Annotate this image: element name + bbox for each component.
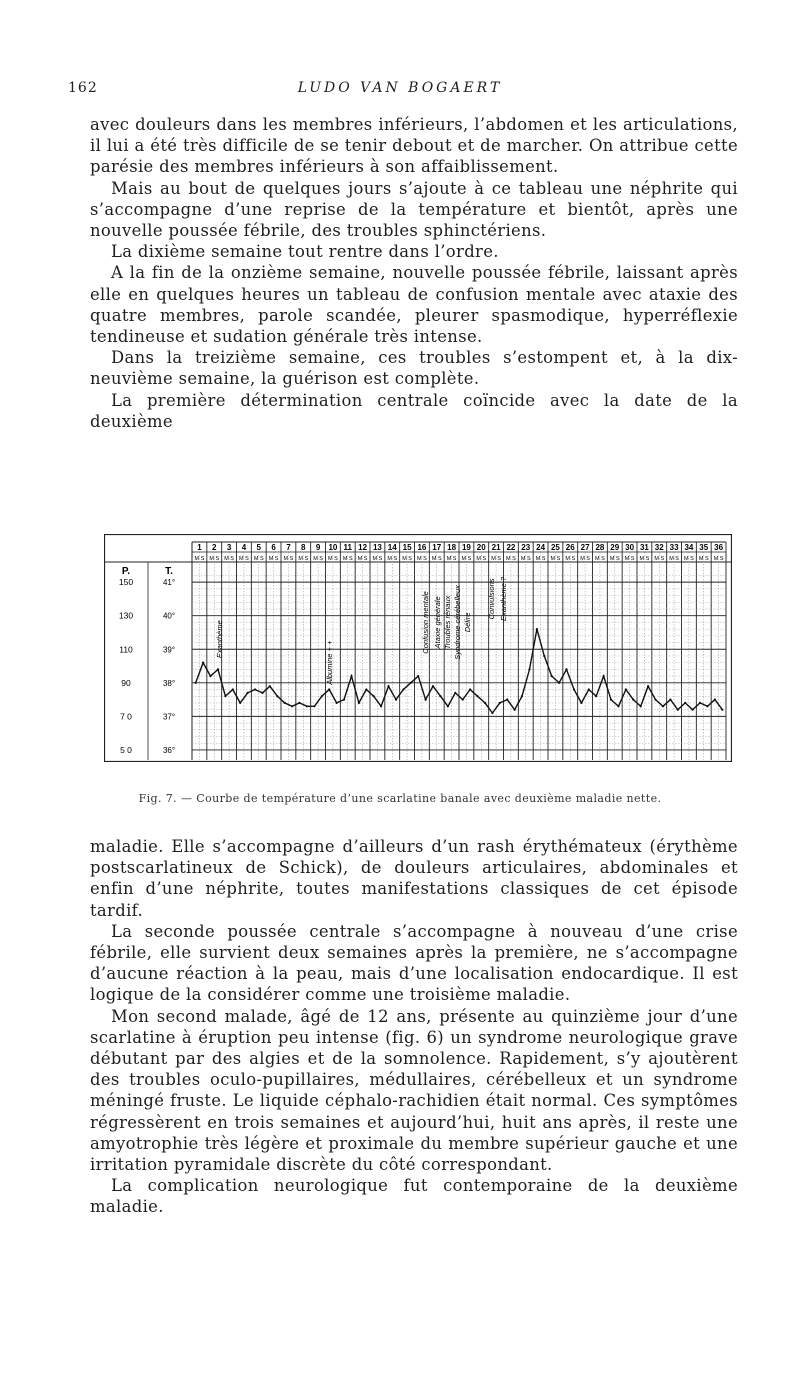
temperature-point: [580, 702, 582, 704]
day-label: 18: [447, 543, 457, 552]
temperature-point: [284, 702, 286, 704]
day-label: 6: [271, 543, 276, 552]
temp-tick-label: 39°: [162, 645, 176, 655]
ms-label: M S: [209, 556, 220, 562]
day-label: 31: [639, 543, 649, 552]
running-title: LUDO VAN BOGAERT: [297, 80, 503, 96]
day-label: 14: [387, 543, 397, 552]
temperature-point: [595, 695, 597, 697]
temperature-point: [625, 688, 627, 690]
temperature-point: [476, 695, 478, 697]
temperature-point: [662, 705, 664, 707]
temperature-point: [528, 668, 530, 670]
temperature-point: [410, 682, 412, 684]
annotation-label: Ataxie générale: [433, 596, 442, 649]
pulse-column-header: P.: [121, 566, 131, 577]
ms-label: M S: [565, 556, 576, 562]
pulse-tick-label: 5 0: [120, 744, 132, 755]
ms-label: M S: [417, 556, 427, 562]
day-label: 15: [402, 543, 412, 552]
temperature-point: [402, 688, 404, 690]
ms-label: M S: [595, 556, 605, 562]
ms-label: M S: [698, 556, 709, 562]
caption-text: — Courbe de température d’une scarlatine banale avec deuxième maladie nette.: [180, 792, 662, 805]
ms-label: M S: [357, 556, 368, 562]
temp-tick-label: 41°: [162, 578, 176, 588]
temperature-point: [640, 705, 642, 707]
ms-label: M S: [239, 556, 249, 562]
day-label: 16: [417, 543, 427, 552]
ms-label: M S: [476, 556, 487, 562]
temperature-point: [336, 702, 338, 704]
ms-label: M S: [520, 556, 531, 562]
day-label: 25: [550, 543, 560, 552]
day-label: 3: [226, 543, 232, 552]
temperature-point: [373, 695, 375, 697]
temperature-point: [647, 685, 649, 687]
temperature-point: [439, 695, 441, 697]
day-label: 35: [699, 543, 709, 552]
temperature-point: [603, 675, 605, 677]
day-label: 29: [610, 543, 620, 552]
temperature-point: [714, 699, 716, 701]
temperature-point: [350, 675, 352, 677]
temperature-point: [380, 705, 382, 707]
day-label: 4: [241, 543, 247, 552]
temperature-point: [684, 702, 686, 704]
ms-label: M S: [283, 556, 294, 562]
day-label: 1: [197, 543, 202, 552]
annotation-label: Confusion mentale: [421, 591, 430, 654]
day-label: 10: [328, 543, 338, 552]
ms-label: M S: [342, 556, 353, 562]
annotation-label: Exanthème ?: [499, 576, 508, 622]
annotation-label: Syndrome cérébelleux: [453, 585, 462, 660]
page-number: 162: [68, 80, 98, 96]
paragraph: Mon second malade, âgé de 12 ans, présente au quinzième jour d’une scarlatine à éruption peu intense (fig. 6) un syndrome neurologique grave débutant par des algies et de la somnolence. Rapidement, s’y ajoutèrent des troubles oculo-pupillaires, médullaires, cérébelleux et un syndrome méningé fruste. Le liquide céphalo-rachidien était normal. Ces symptômes régressèrent en trois semaines et aujourd’hui, huit ans après, il reste une amyotrophie très légère et proximale du membre supérieur gauche et une irritation pyramidale discrète du côté correspondant.: [90, 1006, 738, 1175]
temperature-point: [209, 675, 211, 677]
temperature-chart: [104, 534, 732, 762]
temperature-point: [321, 695, 323, 697]
temperature-point: [343, 699, 345, 701]
temp-column-header: T.: [165, 566, 173, 577]
ms-label: M S: [669, 556, 679, 562]
running-header: [0, 80, 800, 102]
day-label: 32: [654, 543, 664, 552]
temperature-point: [706, 705, 708, 707]
temperature-point: [291, 705, 293, 707]
day-label: 22: [506, 543, 516, 552]
temperature-point: [195, 682, 197, 684]
temperature-point: [654, 699, 656, 701]
ms-label: M S: [313, 556, 323, 562]
day-label: 27: [580, 543, 590, 552]
temperature-point: [202, 662, 204, 664]
temperature-point: [232, 688, 234, 690]
ms-label: M S: [431, 556, 442, 562]
day-label: 11: [343, 543, 352, 552]
day-label: 24: [536, 543, 546, 552]
ms-label: M S: [639, 556, 650, 562]
day-label: 8: [301, 543, 306, 552]
day-label: 2: [212, 543, 217, 552]
day-label: 9: [315, 543, 321, 552]
paragraph: La première détermination centrale coïncide avec la date de la deuxième: [90, 390, 738, 431]
ms-label: M S: [684, 556, 694, 562]
temperature-point: [551, 675, 553, 677]
day-label: 19: [461, 543, 471, 552]
temperature-point: [417, 675, 419, 677]
day-label: 26: [565, 543, 575, 552]
ms-label: M S: [491, 556, 501, 562]
pulse-tick-label: 130: [118, 610, 134, 621]
ms-label: M S: [194, 556, 205, 562]
ms-label: M S: [402, 556, 412, 562]
body-text-top: [90, 114, 738, 432]
day-label: 33: [669, 543, 679, 552]
temp-tick-label: 36°: [162, 745, 176, 755]
temperature-point: [573, 688, 575, 690]
day-label: 21: [491, 543, 501, 552]
ms-label: M S: [713, 556, 724, 562]
pulse-tick-label: 90: [121, 677, 131, 688]
paragraph: A la fin de la onzième semaine, nouvelle poussée fébrile, laissant après elle en quelques heures un tableau de confusion mentale avec ataxie des quatre membres, parole scandée, pleurer spasmodique, hyperréflexie tendineuse et sudation générale très intense.: [90, 263, 738, 347]
ms-label: M S: [506, 556, 516, 562]
ms-label: M S: [654, 556, 665, 562]
pulse-tick-label: 7 0: [120, 711, 132, 722]
caption-label: Fig. 7.: [138, 792, 178, 805]
paragraph: maladie. Elle s’accompagne d’ailleurs d’un rash érythémateux (érythème postscarlatineux de Schick), de douleurs articulaires, abdominales et enfin d’une néphrite, toutes manifestations classiques de cet épisode tardif.: [90, 837, 738, 920]
day-label: 28: [595, 543, 605, 552]
temperature-point: [432, 685, 434, 687]
ms-label: M S: [624, 556, 635, 562]
temperature-point: [536, 628, 538, 630]
paragraph: La seconde poussée centrale s’accompagne à nouveau d’une crise fébrile, elle survient deux semaines après la première, ne s’accompagne d’aucune réaction à la peau, mais d’une localisation endocardique. Il est logique de la considérer comme une troisième maladie.: [90, 921, 738, 1005]
temperature-point: [469, 688, 471, 690]
pulse-tick-label: 110: [119, 644, 133, 655]
temperature-point: [328, 688, 330, 690]
temperature-point: [224, 695, 226, 697]
temperature-point: [558, 682, 560, 684]
day-label: 7: [286, 543, 291, 552]
ms-label: M S: [446, 556, 457, 562]
temperature-point: [261, 692, 263, 694]
temperature-point: [565, 668, 567, 670]
temperature-point: [298, 702, 300, 704]
temperature-point: [499, 702, 501, 704]
day-label: 17: [432, 543, 442, 552]
temperature-point: [506, 699, 508, 701]
temperature-point: [247, 692, 249, 694]
ms-label: M S: [609, 556, 620, 562]
day-label: 13: [372, 543, 382, 552]
ms-label: M S: [387, 556, 398, 562]
annotation-label: Exanthème: [215, 620, 224, 659]
ms-label: M S: [268, 556, 279, 562]
ms-label: M S: [328, 556, 338, 562]
temperature-point: [425, 699, 427, 701]
temperature-point: [699, 702, 701, 704]
ms-label: M S: [372, 556, 383, 562]
temperature-point: [276, 695, 278, 697]
day-label: 23: [521, 543, 531, 552]
ms-label: M S: [535, 556, 546, 562]
temperature-point: [395, 699, 397, 701]
body-text-bottom: [90, 836, 738, 1218]
temperature-point: [588, 688, 590, 690]
temperature-point: [484, 702, 486, 704]
temperature-point: [610, 699, 612, 701]
annotation-label: Convulsions: [487, 578, 496, 620]
temperature-point: [454, 692, 456, 694]
ms-label: M S: [550, 556, 561, 562]
temperature-point: [721, 709, 723, 711]
paragraph: Dans la treizième semaine, ces troubles s’estompent et, à la dix-neuvième semaine, la guérison est complète.: [90, 348, 738, 389]
day-label: 12: [358, 543, 368, 552]
temperature-point: [692, 709, 694, 711]
ms-label: M S: [253, 556, 264, 562]
ms-label: M S: [461, 556, 472, 562]
ms-label: M S: [298, 556, 309, 562]
annotation-label: Troubles rénaux: [443, 595, 452, 650]
pulse-tick-label: 150: [118, 577, 134, 588]
temperature-point: [365, 688, 367, 690]
annotation-label: Albumine + +: [325, 640, 334, 685]
temperature-point: [313, 705, 315, 707]
temperature-point: [491, 712, 493, 714]
day-label: 34: [684, 543, 694, 552]
temperature-point: [269, 685, 271, 687]
temperature-point: [462, 699, 464, 701]
figure-caption: [0, 792, 800, 805]
temperature-point: [632, 699, 634, 701]
paragraph: avec douleurs dans les membres inférieurs, l’abdomen et les articulations, il lui a été très difficile de se tenir debout et de marcher. On attribue cette parésie des membres inférieurs à son affaiblissement.: [90, 115, 738, 177]
paragraph: Mais au bout de quelques jours s’ajoute à ce tableau une néphrite qui s’accompagne d’une reprise de la température et bientôt, après une nouvelle poussée fébrile, des troubles sphinctériens.: [90, 178, 738, 241]
temperature-point: [514, 709, 516, 711]
day-label: 5: [256, 543, 261, 552]
paragraph: La complication neurologique fut contemporaine de la deuxième maladie.: [90, 1176, 738, 1217]
day-label: 36: [714, 543, 724, 552]
temp-tick-label: 37°: [162, 712, 176, 722]
temp-tick-label: 40°: [162, 611, 176, 621]
temperature-point: [239, 702, 241, 704]
temperature-point: [387, 685, 389, 687]
temperature-point: [521, 695, 523, 697]
temperature-point: [447, 705, 449, 707]
paragraph: La dixième semaine tout rentre dans l’ordre.: [111, 242, 499, 262]
temperature-point: [306, 705, 308, 707]
temperature-point: [217, 668, 219, 670]
temperature-point: [669, 699, 671, 701]
temperature-point: [254, 688, 256, 690]
day-label: 20: [476, 543, 486, 552]
temperature-point: [358, 702, 360, 704]
day-label: 30: [625, 543, 635, 552]
chart-grid: [104, 542, 732, 760]
temperature-point: [617, 705, 619, 707]
temperature-point: [543, 655, 545, 657]
temp-tick-label: 38°: [162, 678, 176, 688]
ms-label: M S: [224, 556, 234, 562]
ms-label: M S: [580, 556, 590, 562]
annotation-label: Délire: [463, 612, 472, 633]
temperature-point: [677, 709, 679, 711]
